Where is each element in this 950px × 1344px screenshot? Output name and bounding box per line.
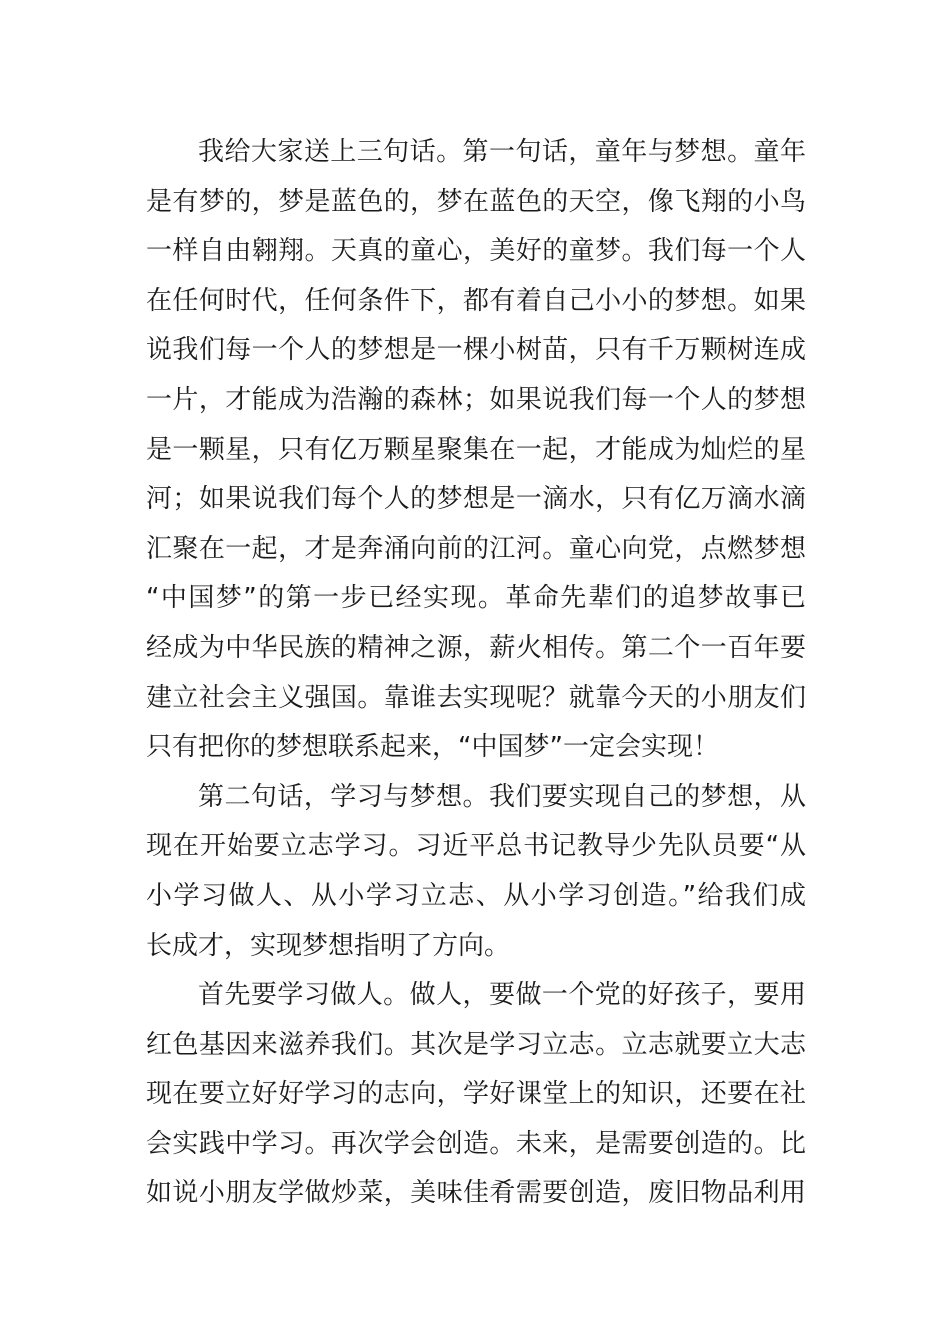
- paragraph-3: [146, 971, 806, 1219]
- paragraph-2: [146, 773, 806, 971]
- text-line: 汇聚在一起，才是奔涌向前的江河。童心向党，点燃梦想: [146, 533, 806, 564]
- text-line: 我给大家送上三句话。第一句话，童年与梦想。童年: [198, 137, 806, 167]
- text-line: 一样自由翱翔。天真的童心，美好的童梦。我们每一个人: [146, 236, 806, 267]
- text-line: 建立社会主义强国。靠谁去实现呢？就靠今天的小朋友们: [146, 682, 806, 713]
- text-line: 会实践中学习。再次学会创造。未来，是需要创造的。比: [146, 1128, 806, 1159]
- text-line: 是有梦的，梦是蓝色的，梦在蓝色的天空，像飞翔的小鸟: [146, 186, 806, 217]
- text-line: 现在开始要立志学习。习近平总书记教导少先队员要“从: [146, 831, 806, 862]
- text-line: 说我们每一个人的梦想是一棵小树苗，只有千万颗树连成: [146, 335, 806, 366]
- text-line: 在任何时代，任何条件下，都有着自己小小的梦想。如果: [146, 285, 806, 316]
- text-line: 第二句话，学习与梦想。我们要实现自己的梦想，从: [198, 781, 806, 812]
- text-line: 小学习做人、从小学习立志、从小学习创造。”给我们成: [146, 880, 806, 911]
- text-line: 红色基因来滋养我们。其次是学习立志。立志就要立大志: [146, 1029, 806, 1060]
- document-body: [146, 128, 806, 1219]
- paragraph-1: [146, 128, 806, 773]
- text-line: 如说小朋友学做炒菜，美味佳肴需要创造，废旧物品利用: [146, 1178, 806, 1209]
- text-line: 长成才，实现梦想指明了方向。: [146, 930, 511, 961]
- text-line: “中国梦”的第一步已经实现。革命先辈们的追梦故事已: [146, 583, 806, 614]
- text-line: 河；如果说我们每个人的梦想是一滴水，只有亿万滴水滴: [146, 484, 806, 515]
- text-line: 是一颗星，只有亿万颗星聚集在一起，才能成为灿烂的星: [146, 434, 806, 465]
- text-line: 首先要学习做人。做人，要做一个党的好孩子，要用: [198, 980, 806, 1011]
- text-line: 现在要立好好学习的志向，学好课堂上的知识，还要在社: [146, 1079, 806, 1110]
- text-line: 一片，才能成为浩瀚的森林；如果说我们每一个人的梦想: [146, 384, 806, 415]
- text-line: 只有把你的梦想联系起来，“中国梦”一定会实现！: [146, 732, 719, 763]
- text-line: 经成为中华民族的精神之源，薪火相传。第二个一百年要: [146, 632, 806, 663]
